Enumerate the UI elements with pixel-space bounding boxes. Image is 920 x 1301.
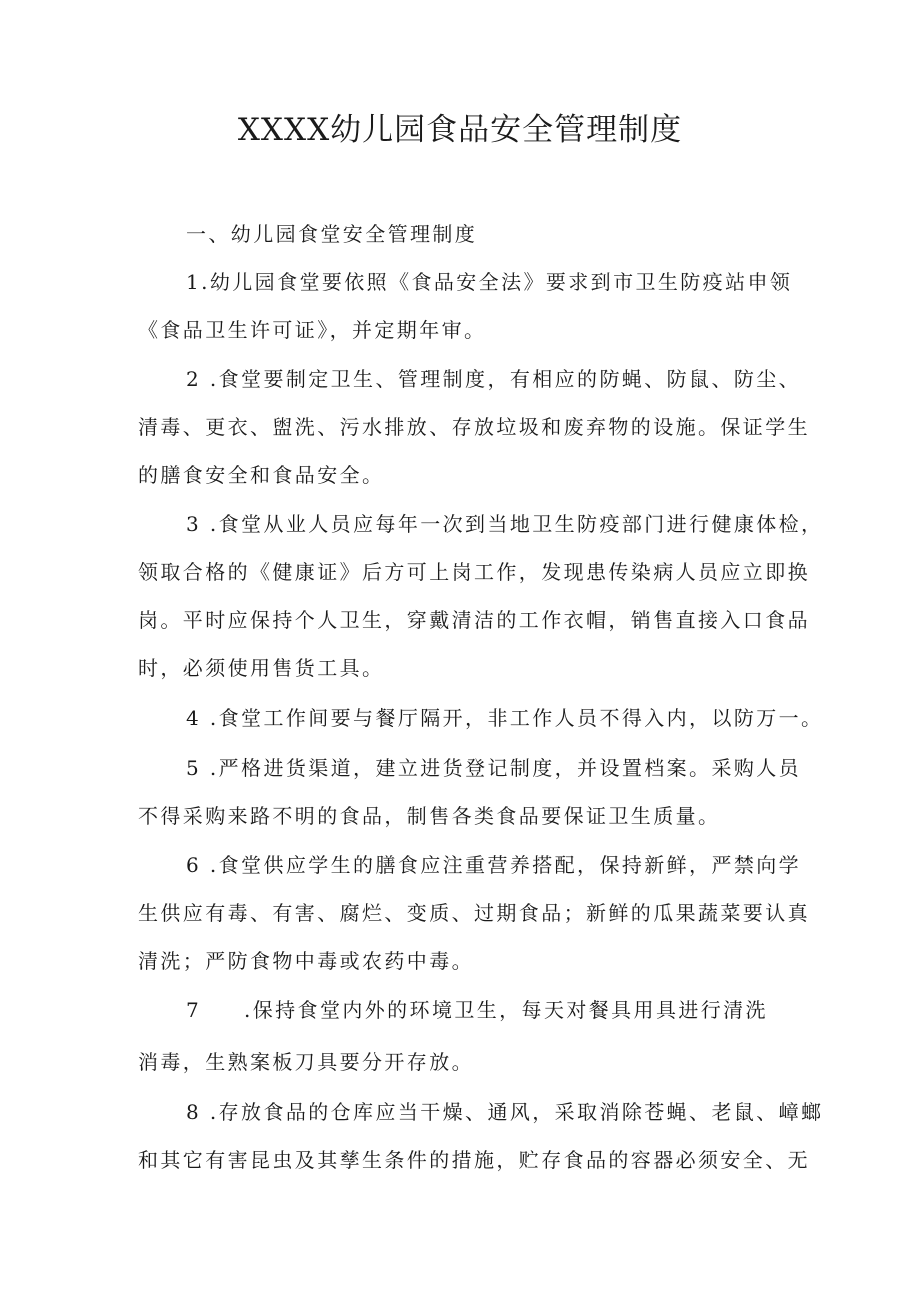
paragraph-2-line-3: 的膳食安全和食品安全。 (138, 463, 385, 487)
paragraph-4-line-1: 4 .食堂工作间要与餐厅隔开，非工作人员不得入内，以防万一。 (186, 706, 824, 730)
document-title: XXXX幼儿园食品安全管理制度 (237, 112, 683, 148)
paragraph-3-line-1: 3 .食堂从业人员应每年一次到当地卫生防疫部门进行健康体检， (186, 512, 824, 536)
paragraph-6-line-1: 6 .食堂供应学生的膳食应注重营养搭配，保持新鲜，严禁向学 (186, 853, 802, 877)
paragraph-1-line-1: 1.幼儿园食堂要依照《食品安全法》要求到市卫生防疫站申领 (186, 270, 793, 294)
paragraph-6-line-3: 清洗；严防食物中毒或农药中毒。 (138, 949, 474, 973)
paragraph-8-line-1: 8 .存放食品的仓库应当干燥、通风，采取消除苍蝇、老鼠、嶂螂 (186, 1100, 824, 1124)
paragraph-8-line-2: 和其它有害昆虫及其孳生条件的措施，贮存食品的容器必须安全、无 (138, 1148, 810, 1172)
paragraph-3-line-2: 领取合格的《健康证》后方可上岗工作，发现患传染病人员应立即换 (138, 560, 810, 584)
paragraph-5-line-1: 5 .严格进货渠道，建立进货登记制度，并设置档案。采购人员 (186, 756, 802, 780)
paragraph-5-line-2: 不得采购来路不明的食品，制售各类食品要保证卫生质量。 (138, 804, 721, 828)
paragraph-6-line-2: 生供应有毒、有害、腐烂、变质、过期食品；新鲜的瓜果蔬菜要认真 (138, 901, 810, 925)
paragraph-7-line-2: 消毒，生熟案板刀具要分开存放。 (138, 1050, 474, 1074)
paragraph-7-number: 7 (186, 998, 202, 1022)
paragraph-3-line-4: 时，必须使用售货工具。 (138, 656, 385, 680)
paragraph-1-line-2: 《食品卫生许可证》，并定期年审。 (138, 318, 487, 342)
paragraph-7-line-1 (186, 996, 768, 1024)
paragraph-2-line-1: 2 .食堂要制定卫生、管理制度，有相应的防蝇、防鼠、防尘、 (186, 367, 802, 391)
section-heading: 一、幼儿园食堂安全管理制度 (186, 222, 478, 246)
paragraph-7-line-1-text: .保持食堂内外的环境卫生，每天对餐具用具进行清洗 (244, 998, 768, 1022)
paragraph-3-line-3: 岗。平时应保持个人卫生，穿戴清洁的工作衣帽，销售直接入口食品 (138, 608, 810, 632)
paragraph-2-line-2: 清毒、更衣、盥洗、污水排放、存放垃圾和废弃物的设施。保证学生 (138, 415, 810, 439)
